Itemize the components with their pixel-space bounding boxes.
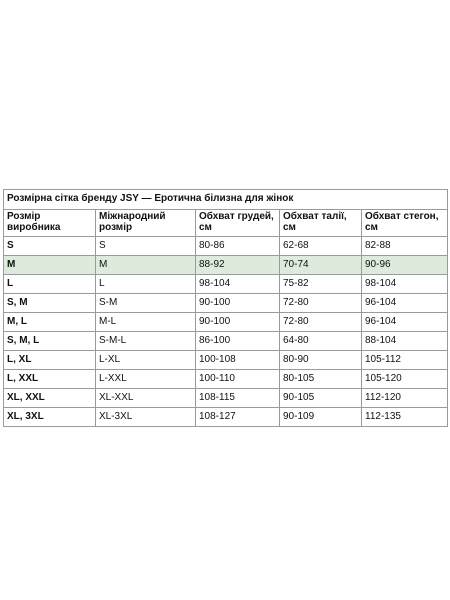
international-size-cell: M (96, 256, 196, 275)
size-chart-table (3, 189, 448, 427)
table-row (4, 294, 448, 313)
maker-size-cell: M, L (4, 313, 96, 332)
bust-cell: 80-86 (196, 237, 280, 256)
table-row (4, 256, 448, 275)
table-row (4, 408, 448, 427)
hips-cell: 82-88 (362, 237, 448, 256)
header-maker-size: Розмір виробника (4, 210, 96, 237)
bust-cell: 100-108 (196, 351, 280, 370)
table-row (4, 275, 448, 294)
hips-cell: 105-112 (362, 351, 448, 370)
table-header-row (4, 210, 448, 237)
hips-cell: 112-135 (362, 408, 448, 427)
table-row (4, 237, 448, 256)
hips-cell: 112-120 (362, 389, 448, 408)
maker-size-cell: S (4, 237, 96, 256)
hips-cell: 96-104 (362, 313, 448, 332)
waist-cell: 80-105 (280, 370, 362, 389)
maker-size-cell: L (4, 275, 96, 294)
header-international-size: Міжнародний розмір (96, 210, 196, 237)
international-size-cell: L-XXL (96, 370, 196, 389)
bust-cell: 86-100 (196, 332, 280, 351)
waist-cell: 64-80 (280, 332, 362, 351)
table-row (4, 351, 448, 370)
maker-size-cell: XL, 3XL (4, 408, 96, 427)
table-title: Розмірна сітка бренду JSY — Еротична білизна для жінок (4, 190, 448, 210)
bust-cell: 108-115 (196, 389, 280, 408)
maker-size-cell: XL, XXL (4, 389, 96, 408)
hips-cell: 96-104 (362, 294, 448, 313)
bust-cell: 88-92 (196, 256, 280, 275)
waist-cell: 90-105 (280, 389, 362, 408)
waist-cell: 72-80 (280, 313, 362, 332)
bust-cell: 90-100 (196, 313, 280, 332)
header-bust: Обхват грудей, см (196, 210, 280, 237)
international-size-cell: S-M (96, 294, 196, 313)
international-size-cell: XL-3XL (96, 408, 196, 427)
header-waist: Обхват талії, см (280, 210, 362, 237)
waist-cell: 90-109 (280, 408, 362, 427)
international-size-cell: L-XL (96, 351, 196, 370)
maker-size-cell: L, XL (4, 351, 96, 370)
waist-cell: 80-90 (280, 351, 362, 370)
waist-cell: 72-80 (280, 294, 362, 313)
table-row (4, 332, 448, 351)
bust-cell: 100-110 (196, 370, 280, 389)
bust-cell: 90-100 (196, 294, 280, 313)
header-hips: Обхват стегон, см (362, 210, 448, 237)
international-size-cell: S-M-L (96, 332, 196, 351)
international-size-cell: XL-XXL (96, 389, 196, 408)
maker-size-cell: S, M (4, 294, 96, 313)
hips-cell: 105-120 (362, 370, 448, 389)
hips-cell: 90-96 (362, 256, 448, 275)
maker-size-cell: S, M, L (4, 332, 96, 351)
international-size-cell: S (96, 237, 196, 256)
international-size-cell: M-L (96, 313, 196, 332)
bust-cell: 108-127 (196, 408, 280, 427)
table-row (4, 370, 448, 389)
hips-cell: 88-104 (362, 332, 448, 351)
table-row (4, 389, 448, 408)
bust-cell: 98-104 (196, 275, 280, 294)
waist-cell: 62-68 (280, 237, 362, 256)
maker-size-cell: L, XXL (4, 370, 96, 389)
hips-cell: 98-104 (362, 275, 448, 294)
international-size-cell: L (96, 275, 196, 294)
waist-cell: 70-74 (280, 256, 362, 275)
maker-size-cell: M (4, 256, 96, 275)
waist-cell: 75-82 (280, 275, 362, 294)
table-row (4, 313, 448, 332)
table-title-row (4, 190, 448, 210)
